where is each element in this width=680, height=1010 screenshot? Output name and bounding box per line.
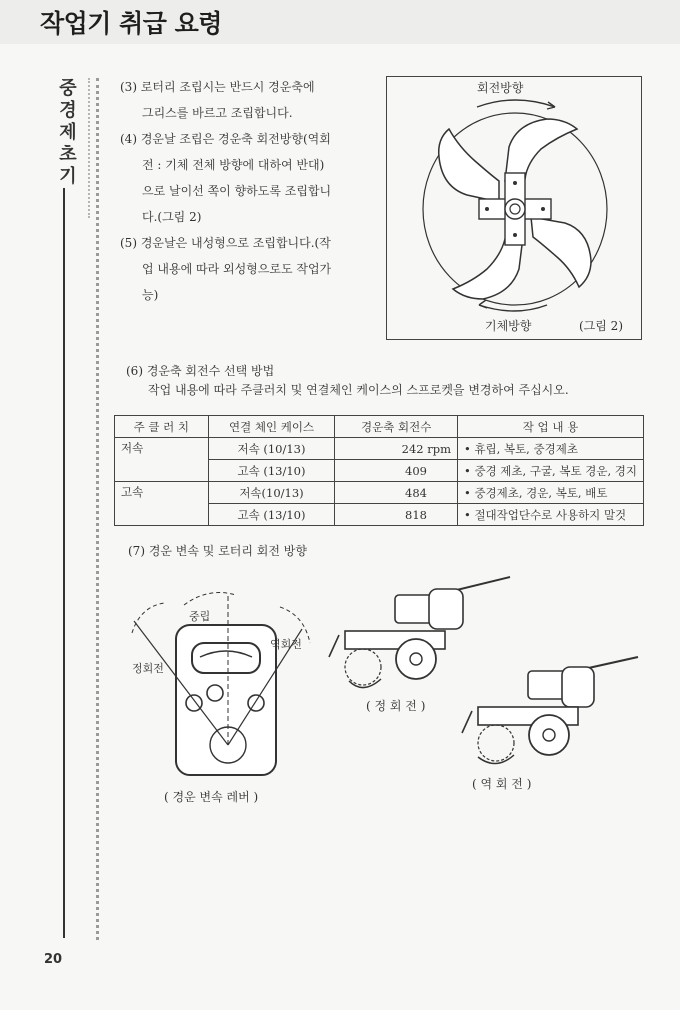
work-cell: • 중경제초, 경운, 복토, 배토 xyxy=(458,482,644,504)
reverse-rotation-caption: ( 역 회 전 ) xyxy=(472,777,532,791)
table-header-row xyxy=(115,416,644,438)
rpm-cell: 818 xyxy=(335,504,458,526)
dotted-rule-inner xyxy=(88,78,90,218)
section-6-description: 작업 내용에 따라 주클러치 및 연결체인 케이스의 스프로켓을 변경하여 주십시오. xyxy=(148,383,569,397)
instruction-line: (4) 경운날 조립은 경운축 회전방향(역회 xyxy=(120,132,331,146)
lever-forward-label: 정회전 xyxy=(132,662,164,675)
header-cell: 경운축 회전수 xyxy=(335,416,458,438)
instruction-line: 전 : 기체 전체 방향에 대하여 반대) xyxy=(142,158,325,172)
side-rule xyxy=(63,78,65,938)
lever-caption: ( 경운 변속 레버 ) xyxy=(164,790,259,804)
instruction-line: (5) 경운날은 내성형으로 조립합니다.(작 xyxy=(120,236,331,250)
section-side-label xyxy=(56,78,80,188)
forward-rotation-caption: ( 정 회 전 ) xyxy=(366,699,426,713)
rotary-blade-diagram xyxy=(387,77,641,339)
case-cell: 고속 (13/10) xyxy=(208,504,335,526)
section-side-label-text: 중경제초기 xyxy=(56,78,80,188)
figure-2-box xyxy=(386,76,642,340)
dotted-margin-rule xyxy=(96,78,99,940)
instruction-line: 으로 날이선 쪽이 향하도록 조립합니 xyxy=(142,184,332,198)
case-cell: 저속(10/13) xyxy=(208,482,335,504)
reverse-rotation-tiller-illustration xyxy=(460,655,640,770)
figure-2-caption: (그림 2) xyxy=(579,319,623,333)
instruction-line: 그리스를 바르고 조립합니다. xyxy=(142,106,293,120)
case-cell: 저속 (10/13) xyxy=(208,438,335,460)
table-row xyxy=(115,438,644,460)
instruction-line: 다.(그림 2) xyxy=(142,210,202,224)
page-header xyxy=(0,0,680,44)
work-cell: • 휴립, 복토, 중경제초 xyxy=(458,438,644,460)
rpm-cell: 484 xyxy=(335,482,458,504)
work-cell: • 중경 제초, 구굴, 복토 경운, 경지 xyxy=(458,460,644,482)
work-cell: • 절대작업단수로 사용하지 말것 xyxy=(458,504,644,526)
case-cell: 고속 (13/10) xyxy=(208,460,335,482)
rotation-speed-table xyxy=(114,415,644,526)
section-6-title: (6) 경운축 회전수 선택 방법 xyxy=(126,364,275,378)
rpm-cell: 409 xyxy=(335,460,458,482)
page-title: 작업기 취급 요령 xyxy=(40,9,222,38)
instruction-line: 업 내용에 따라 외성형으로도 작업가 xyxy=(142,262,332,276)
body-direction-label: 기체방향 xyxy=(485,319,532,333)
header-cell: 작 업 내 용 xyxy=(458,416,644,438)
table-row xyxy=(115,482,644,504)
instruction-line: (3) 로터리 조립시는 반드시 경운축에 xyxy=(120,80,315,94)
instruction-line: 능) xyxy=(142,288,159,302)
rotation-direction-label: 회전방향 xyxy=(477,81,524,95)
lever-neutral-label: 중립 xyxy=(189,610,211,623)
header-cell: 주 클 러 치 xyxy=(115,416,209,438)
rpm-cell: 242 rpm xyxy=(335,438,458,460)
instruction-paragraphs xyxy=(120,74,382,308)
header-cell: 연결 체인 케이스 xyxy=(208,416,335,438)
page-number: 20 xyxy=(44,952,63,967)
clutch-cell: 고속 xyxy=(115,482,209,526)
section-7-title: (7) 경운 변속 및 로터리 회전 방향 xyxy=(128,544,307,558)
clutch-cell: 저속 xyxy=(115,438,209,482)
tilling-shift-lever-diagram xyxy=(120,585,320,785)
lever-reverse-label: 역회전 xyxy=(270,638,302,651)
